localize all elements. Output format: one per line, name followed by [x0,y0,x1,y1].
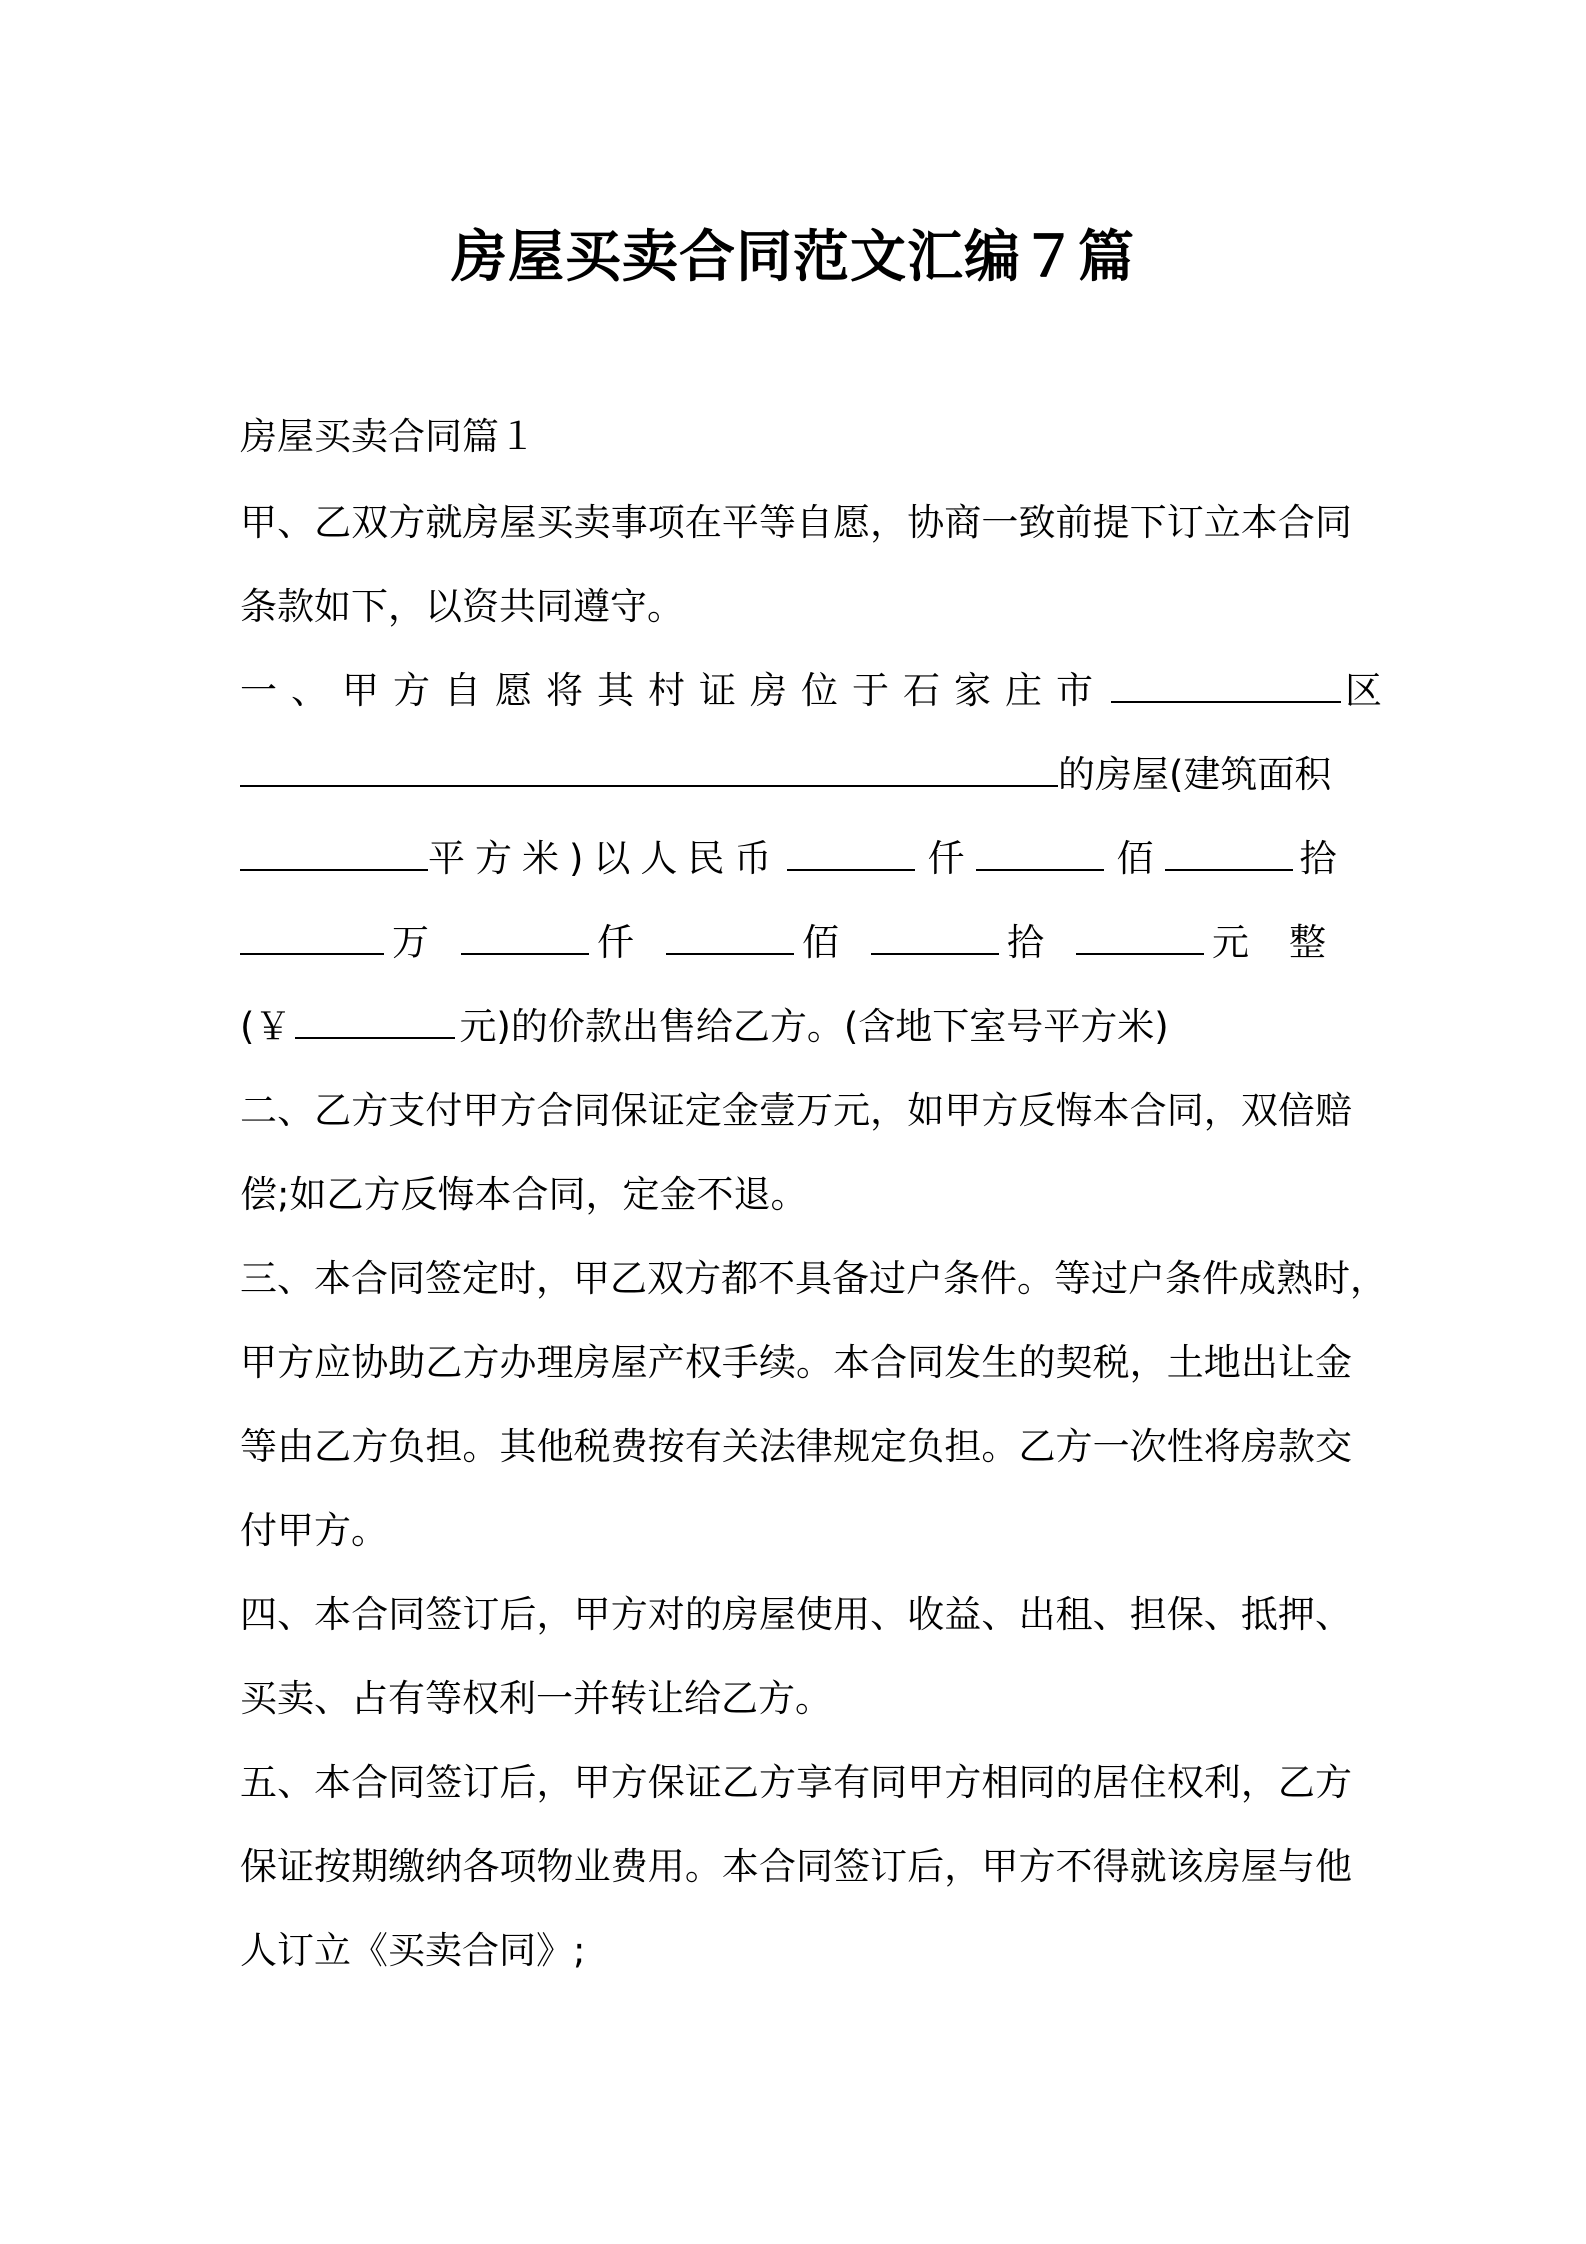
amount-blank [295,1007,455,1039]
clause1-line-5 [240,998,1352,1056]
unit-qian-1: 仟 [927,837,965,880]
district-label: 区 [1345,669,1396,712]
intro-line-1: 甲、乙双方就房屋买卖事项在平等自愿，协商一致前提下订立本合同 [240,501,1352,544]
clause3-line-2: 甲方应协助乙方办理房屋产权手续。本合同发生的契税，土地出让金 [240,1341,1352,1384]
price-blank-5 [461,923,589,955]
clause3-line-1: 三、本合同签定时，甲乙双方都不具备过户条件。等过户条件成熟时， [240,1257,1387,1300]
area-blank [240,839,428,871]
clause4-line-2: 买卖、占有等权利一并转让给乙方。 [240,1677,832,1720]
clause5-line-3: 人订立《买卖合同》; [240,1929,586,1972]
price-blank-3 [1165,839,1293,871]
clause1-line-3 [240,830,1352,888]
clause1-line-4 [240,914,1366,972]
address-blank [240,755,1058,787]
unit-wan: 万 [392,921,429,964]
document-title: 房屋买卖合同范文汇编７篇 [451,225,1135,290]
section-heading: 房屋买卖合同篇１ [240,415,536,458]
clause2-line-2: 偿;如乙方反悔本合同，定金不退。 [240,1173,808,1216]
price-blank-4 [240,923,384,955]
unit-bai-1: 佰 [1116,837,1154,880]
clause5-line-1: 五、本合同签订后，甲方保证乙方享有同甲方相同的居住权利，乙方 [240,1761,1352,1804]
price-blank-6 [666,923,794,955]
clause1-text: 一、甲方自愿将其村证房位于石家庄市 [240,669,1107,712]
clause4-line-1: 四、本合同签订后，甲方对的房屋使用、收益、出租、担保、抵押、 [240,1593,1352,1636]
district-blank [1111,671,1341,703]
clause1-line-1 [240,662,1396,720]
unit-shi-1: 拾 [1299,837,1337,880]
clause5-line-2: 保证按期缴纳各项物业费用。本合同签订后，甲方不得就该房屋与他 [240,1845,1352,1888]
unit-shi-2: 拾 [1007,921,1044,964]
price-label: 平方米)以人民币 [428,837,782,880]
price-blank-7 [871,923,999,955]
clause3-line-3: 等由乙方负担。其他税费按有关法律规定负担。乙方一次性将房款交 [240,1425,1352,1468]
area-label: 的房屋(建筑面积 [1058,753,1332,796]
clause1-end-text: 元)的价款出售给乙方。(含地下室号平方米) [459,1005,1169,1048]
intro-line-2: 条款如下，以资共同遵守。 [240,585,684,628]
unit-qian-2: 仟 [597,921,634,964]
currency-open: (￥ [240,1005,292,1048]
price-blank-8 [1076,923,1204,955]
clause1-line-2 [240,746,1352,804]
price-blank-2 [976,839,1104,871]
price-blank-1 [787,839,915,871]
clause2-line-1: 二、乙方支付甲方合同保证定金壹万元，如甲方反悔本合同，双倍赔 [240,1089,1352,1132]
unit-yuan-zheng: 元整 [1212,921,1366,964]
clause3-line-4: 付甲方。 [240,1509,388,1552]
unit-bai-2: 佰 [802,921,839,964]
